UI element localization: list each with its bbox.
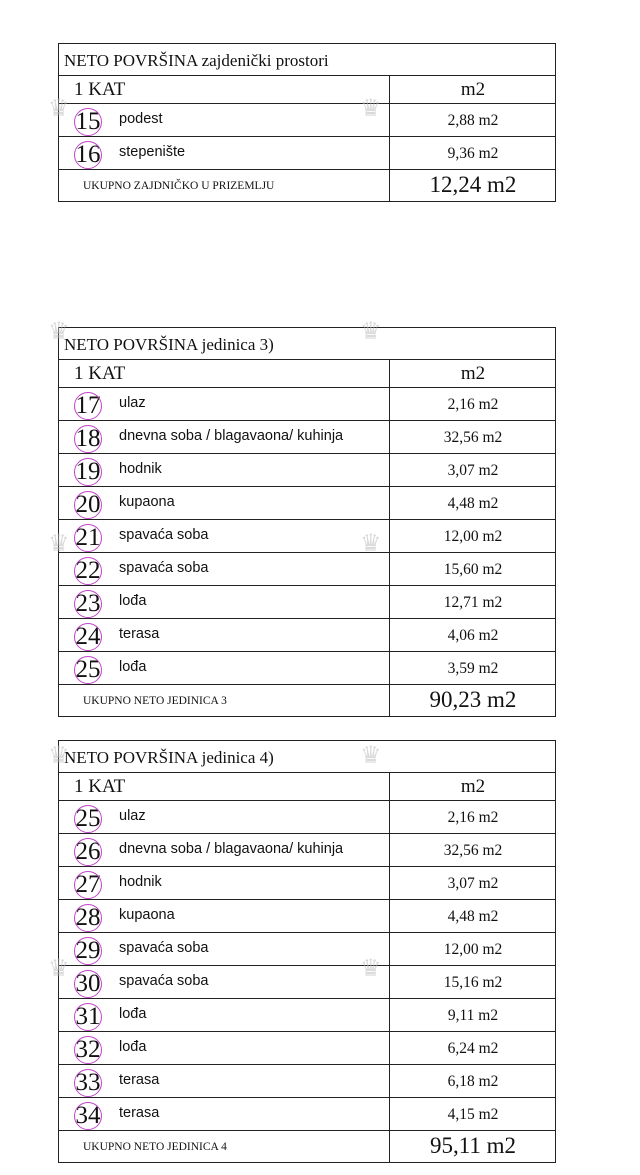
room-name: terasa bbox=[119, 626, 160, 642]
room-area: 2,16 m2 bbox=[447, 396, 499, 413]
room-number-text: 26 bbox=[75, 838, 101, 865]
table-row bbox=[59, 801, 555, 834]
table-title-row bbox=[59, 328, 555, 360]
room-number-circle bbox=[74, 937, 102, 965]
total-value: 95,11 m2 bbox=[429, 1133, 517, 1158]
room-area: 12,00 m2 bbox=[443, 941, 503, 958]
watermark-crown-icon: ♛ bbox=[48, 317, 70, 345]
table-row bbox=[59, 867, 555, 900]
room-name: dnevna soba / blagavaona/ kuhinja bbox=[119, 428, 344, 444]
room-number-text: 29 bbox=[75, 937, 101, 964]
room-number-circle bbox=[74, 425, 102, 453]
room-area: 2,16 m2 bbox=[447, 809, 499, 826]
room-name: podest bbox=[119, 111, 163, 127]
room-number bbox=[73, 457, 103, 487]
room-area: 4,48 m2 bbox=[447, 908, 499, 925]
total-label: UKUPNO ZAJDNIČKO U PRIZEMLJU bbox=[83, 180, 275, 192]
room-number-circle bbox=[74, 805, 102, 833]
room-number-text: 25 bbox=[75, 805, 101, 832]
room-number bbox=[73, 969, 103, 999]
total-value: 12,24 m2 bbox=[429, 172, 517, 197]
watermark-crown-icon: ♛ bbox=[360, 94, 382, 122]
table-row bbox=[59, 900, 555, 933]
table-row bbox=[59, 421, 555, 454]
room-name: dnevna soba / blagavaona/ kuhinja bbox=[119, 841, 344, 857]
room-area: 6,24 m2 bbox=[447, 1040, 499, 1057]
room-number-text: 27 bbox=[75, 871, 101, 898]
room-number-text: 21 bbox=[75, 524, 101, 551]
room-number bbox=[73, 1068, 103, 1098]
room-name: lođa bbox=[119, 593, 147, 609]
watermark-crown-icon: ♛ bbox=[48, 529, 70, 557]
room-area: 6,18 m2 bbox=[447, 1073, 499, 1090]
total-label: UKUPNO NETO JEDINICA 4 bbox=[83, 1141, 227, 1153]
table-title: NETO POVRŠINA jedinica 4) bbox=[64, 748, 274, 767]
table-row bbox=[59, 553, 555, 586]
room-number-text: 15 bbox=[75, 108, 101, 135]
table-row bbox=[59, 834, 555, 867]
table-row bbox=[59, 619, 555, 652]
room-name: stepenište bbox=[119, 144, 186, 160]
table-row bbox=[59, 652, 555, 685]
room-area: 3,07 m2 bbox=[447, 462, 499, 479]
room-number bbox=[73, 870, 103, 900]
room-number bbox=[73, 391, 103, 421]
room-name: spavaća soba bbox=[119, 973, 209, 989]
room-number-circle bbox=[74, 623, 102, 651]
watermark-crown-icon: ♛ bbox=[360, 317, 382, 345]
room-number-circle bbox=[74, 1069, 102, 1097]
room-number-circle bbox=[74, 557, 102, 585]
unit-header: m2 bbox=[460, 79, 486, 100]
watermark-crown-icon: ♛ bbox=[360, 529, 382, 557]
table-row bbox=[59, 1032, 555, 1065]
room-number-text: 31 bbox=[75, 1003, 101, 1030]
room-name: kupaona bbox=[119, 907, 175, 923]
table-header-row bbox=[59, 360, 555, 388]
total-value: 90,23 m2 bbox=[429, 687, 517, 712]
room-number bbox=[73, 523, 103, 553]
room-number-circle bbox=[74, 970, 102, 998]
watermark-crown-icon: ♛ bbox=[360, 741, 382, 769]
room-number-circle bbox=[74, 904, 102, 932]
watermark-crown-icon: ♛ bbox=[360, 954, 382, 982]
room-number bbox=[73, 107, 103, 137]
room-area: 3,07 m2 bbox=[447, 875, 499, 892]
room-number-circle bbox=[74, 491, 102, 519]
room-number-text: 24 bbox=[75, 623, 101, 650]
table-row bbox=[59, 388, 555, 421]
room-area: 4,06 m2 bbox=[447, 627, 499, 644]
table-title: NETO POVRŠINA jedinica 3) bbox=[64, 335, 274, 354]
room-name: spavaća soba bbox=[119, 940, 209, 956]
table-row bbox=[59, 966, 555, 999]
room-number bbox=[73, 936, 103, 966]
room-name: lođa bbox=[119, 1039, 147, 1055]
room-number-text: 25 bbox=[75, 656, 101, 683]
room-number-text: 34 bbox=[75, 1102, 101, 1129]
room-number-text: 16 bbox=[75, 141, 101, 168]
room-number bbox=[73, 556, 103, 586]
room-area: 15,60 m2 bbox=[443, 561, 503, 578]
room-number-circle bbox=[74, 1102, 102, 1130]
table-row bbox=[59, 586, 555, 619]
room-area: 32,56 m2 bbox=[443, 842, 503, 859]
room-area: 3,59 m2 bbox=[447, 660, 499, 677]
room-name: lođa bbox=[119, 1006, 147, 1022]
room-number bbox=[73, 804, 103, 834]
table-title: NETO POVRŠINA zajdenički prostori bbox=[64, 51, 329, 70]
table-row bbox=[59, 1098, 555, 1131]
total-label: UKUPNO NETO JEDINICA 3 bbox=[83, 695, 227, 707]
table-row bbox=[59, 933, 555, 966]
room-name: kupaona bbox=[119, 494, 175, 510]
room-number-text: 17 bbox=[75, 392, 101, 419]
room-number-circle bbox=[74, 1003, 102, 1031]
table-row bbox=[59, 520, 555, 553]
room-number bbox=[73, 490, 103, 520]
room-area: 4,15 m2 bbox=[447, 1106, 499, 1123]
room-area: 32,56 m2 bbox=[443, 429, 503, 446]
room-number-text: 33 bbox=[75, 1069, 101, 1096]
total-row bbox=[59, 1131, 555, 1162]
room-name: spavaća soba bbox=[119, 527, 209, 543]
table-row bbox=[59, 104, 555, 137]
table-row bbox=[59, 487, 555, 520]
room-number-text: 23 bbox=[75, 590, 101, 617]
room-number-text: 19 bbox=[75, 458, 101, 485]
room-number-circle bbox=[74, 871, 102, 899]
room-number-circle bbox=[74, 524, 102, 552]
room-area: 15,16 m2 bbox=[443, 974, 503, 991]
room-area: 9,36 m2 bbox=[447, 145, 499, 162]
room-number-circle bbox=[74, 590, 102, 618]
room-number bbox=[73, 589, 103, 619]
room-number-circle bbox=[74, 458, 102, 486]
table-title-row bbox=[59, 44, 555, 76]
room-name: lođa bbox=[119, 659, 147, 675]
room-number bbox=[73, 1035, 103, 1065]
room-number bbox=[73, 622, 103, 652]
table-row bbox=[59, 454, 555, 487]
table-header-row bbox=[59, 773, 555, 801]
unit-header: m2 bbox=[460, 776, 486, 797]
floor-label: 1 KAT bbox=[74, 776, 126, 797]
unit-header: m2 bbox=[460, 363, 486, 384]
area-table-unit-4 bbox=[58, 740, 556, 1163]
room-name: ulaz bbox=[119, 808, 146, 824]
room-number-circle bbox=[74, 108, 102, 136]
room-area: 2,88 m2 bbox=[447, 112, 499, 129]
room-number-text: 32 bbox=[75, 1036, 101, 1063]
total-row bbox=[59, 170, 555, 201]
room-number-circle bbox=[74, 392, 102, 420]
room-name: terasa bbox=[119, 1072, 160, 1088]
room-number bbox=[73, 1002, 103, 1032]
room-number bbox=[73, 903, 103, 933]
total-row bbox=[59, 685, 555, 716]
room-number-circle bbox=[74, 141, 102, 169]
watermark-crown-icon: ♛ bbox=[48, 94, 70, 122]
room-number bbox=[73, 655, 103, 685]
room-area: 12,71 m2 bbox=[443, 594, 503, 611]
room-area: 9,11 m2 bbox=[447, 1007, 499, 1024]
room-area: 4,48 m2 bbox=[447, 495, 499, 512]
room-number-text: 18 bbox=[75, 425, 101, 452]
room-number-text: 22 bbox=[75, 557, 101, 584]
room-name: hodnik bbox=[119, 874, 162, 890]
room-number-circle bbox=[74, 838, 102, 866]
table-row bbox=[59, 1065, 555, 1098]
room-name: terasa bbox=[119, 1105, 160, 1121]
room-name: hodnik bbox=[119, 461, 162, 477]
room-name: ulaz bbox=[119, 395, 146, 411]
room-number-circle bbox=[74, 1036, 102, 1064]
floor-label: 1 KAT bbox=[74, 363, 126, 384]
room-number bbox=[73, 837, 103, 867]
room-number-circle bbox=[74, 656, 102, 684]
room-name: spavaća soba bbox=[119, 560, 209, 576]
room-number bbox=[73, 424, 103, 454]
watermark-crown-icon: ♛ bbox=[48, 741, 70, 769]
table-header-row bbox=[59, 76, 555, 104]
floor-label: 1 KAT bbox=[74, 79, 126, 100]
room-number-text: 30 bbox=[75, 970, 101, 997]
watermark-crown-icon: ♛ bbox=[48, 954, 70, 982]
room-number bbox=[73, 140, 103, 170]
table-row bbox=[59, 137, 555, 170]
room-area: 12,00 m2 bbox=[443, 528, 503, 545]
table-row bbox=[59, 999, 555, 1032]
table-title-row bbox=[59, 741, 555, 773]
area-table-unit-3 bbox=[58, 327, 556, 717]
room-number-text: 28 bbox=[75, 904, 101, 931]
room-number bbox=[73, 1101, 103, 1131]
room-number-text: 20 bbox=[75, 491, 101, 518]
area-table-common bbox=[58, 43, 556, 202]
